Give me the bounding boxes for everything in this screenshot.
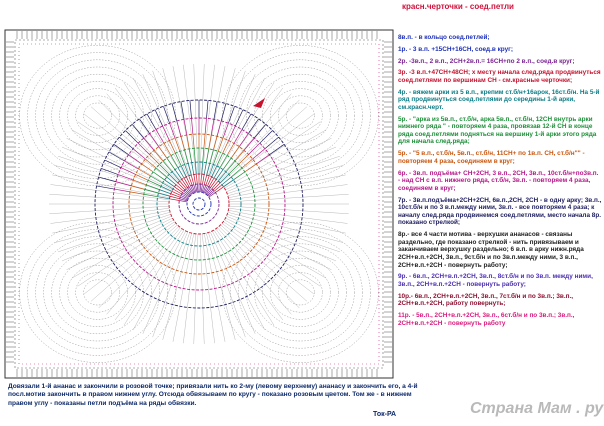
stitch-ray	[216, 229, 283, 320]
colored-stitch	[193, 134, 194, 148]
colored-stitch	[213, 151, 218, 164]
colored-stitch	[180, 151, 185, 164]
colored-stitch	[138, 169, 150, 176]
colored-stitch	[184, 119, 187, 135]
stitch-ray	[217, 94, 291, 181]
pineapple-ring	[68, 89, 128, 143]
colored-stitch	[156, 130, 164, 144]
colored-stitch	[119, 137, 133, 149]
colored-stitch	[197, 184, 198, 192]
stitch-ray	[222, 223, 314, 294]
colored-stitch	[129, 155, 142, 164]
colored-stitch	[200, 184, 201, 192]
colored-stitch	[242, 159, 253, 168]
pineapple-ring	[222, 222, 378, 362]
stitch-ray	[163, 233, 192, 340]
colored-stitch	[210, 150, 214, 164]
colored-stitch	[144, 138, 154, 150]
colored-stitch	[172, 172, 180, 181]
stitch-ray	[62, 216, 172, 261]
colored-stitch	[125, 161, 139, 169]
colored-stitch	[223, 123, 228, 138]
stitch-ray	[223, 222, 320, 287]
crochet-diagram-svg	[3, 28, 395, 380]
pineapple-ring	[262, 258, 338, 326]
colored-stitch	[202, 174, 204, 184]
colored-stitch	[114, 144, 129, 154]
stitch-ray	[219, 100, 299, 182]
colored-stitch	[248, 143, 259, 154]
instruction-step: 1р. - 3 в.п. +15СН+16СН, соед.в круг;	[398, 45, 513, 53]
colored-stitch	[244, 138, 254, 150]
pineapple-ring	[20, 222, 176, 362]
instruction-step: 8в.п. - в кольцо соед.петлей;	[398, 34, 490, 41]
stitch-ray	[194, 64, 198, 174]
stitch-ray	[52, 175, 169, 198]
colored-stitch	[155, 110, 163, 126]
stitch-ray	[208, 233, 245, 338]
instruction-step: 11р. - 5в.п., 2СН+в.п.+2СН, 3в.п., 6ст.б/н и по 3в.п.; 3в.п., 2СН+в.п.+2СН - повернуть работу	[398, 312, 575, 327]
colored-stitch	[205, 118, 206, 134]
colored-stitch	[118, 175, 133, 180]
colored-stitch	[169, 199, 179, 201]
colored-stitch	[265, 137, 279, 149]
start-arrow	[253, 98, 265, 108]
colored-stitch	[235, 110, 243, 126]
stitch-ray	[221, 107, 307, 183]
colored-stitch	[150, 134, 159, 147]
stitch-ray	[49, 206, 169, 214]
pineapple-ring	[76, 96, 120, 136]
colored-stitch	[192, 118, 193, 134]
stitch-ray	[206, 233, 235, 340]
colored-stitch	[164, 143, 171, 155]
colored-stitch	[116, 182, 131, 186]
colored-stitch	[217, 121, 221, 136]
colored-stitch	[209, 178, 214, 187]
colored-stitch	[218, 172, 226, 181]
colored-stitch	[190, 100, 192, 118]
colored-stitch	[206, 149, 208, 163]
colored-stitch	[201, 174, 202, 184]
colored-stitch	[159, 164, 169, 174]
colored-stitch	[105, 160, 121, 168]
stitch-ray	[52, 210, 169, 233]
instructions-list	[398, 34, 602, 331]
colored-stitch	[192, 163, 194, 175]
author-signature: Ток-РА	[373, 411, 397, 418]
colored-stitch	[136, 174, 149, 180]
colored-stitch	[144, 194, 158, 196]
stitch-ray	[72, 220, 174, 278]
colored-stitch	[204, 163, 206, 175]
stitch-ray	[183, 65, 196, 174]
stitch-ray	[226, 147, 336, 192]
stitch-ray	[229, 208, 348, 223]
instruction-step: 3р. -3 в.п.+47СН+48СН; х месту начала след.ряда продвинуться соед.петлями по вершинам СН - см.красные черточки;	[398, 69, 601, 84]
instruction-step: 8р.- все 4 части мотива - верхушки ананасов - связаны раздельно, где показано стрелкой - нить привязываем и заканчиваем верхушку раздельно; 6 в.п. в арку нижн.ряда 2СН+в.п.+2СН, 3в.п., 9ст.б/н и по 3в.п.между ними, 3 в.п., 2СН+в.п.+2СН - повернуть работу;	[398, 231, 584, 269]
stitch-ray	[224, 220, 326, 278]
colored-stitch	[227, 143, 234, 155]
pineapple-ring	[68, 265, 128, 319]
pineapple-ring	[262, 81, 338, 149]
stitch-ray	[194, 234, 198, 344]
colored-stitch	[189, 149, 191, 163]
instruction-step: 2р. -3в.п., 2 в.п., 2СН+2в.п.= 16СН+по 2 в.п., соед.в круг;	[398, 57, 575, 65]
watermark-logo: Страна Мам . ру	[470, 400, 604, 417]
stitch-ray	[153, 233, 190, 338]
colored-stitch	[99, 177, 116, 182]
stitch-ray	[200, 234, 204, 344]
colored-stitch	[131, 186, 145, 190]
colored-stitch	[256, 155, 269, 164]
pineapple-ring	[60, 81, 136, 149]
instruction-step: 7р. - 3в.п.подъёма+2СН+2СН, 6в.п.,2СН, 2СН - в одну арку; 3в.п., 10ст.б/н и по 3 в.п.между ними, 3в.п. - все повторяем 4 раза; к началу след.ряда продвинемся соед.петлями, место начала 8р. показано стрелкой;	[398, 196, 602, 227]
stitch-ray	[72, 130, 174, 188]
colored-stitch	[173, 189, 182, 194]
colored-stitch	[233, 172, 244, 180]
instruction-step: 4р. - вяжем арки из 5 в.п., крепим ст.б/н+16арок, 16ст.б/н. На 5-й ряд продвинуться соед.петлями до середины 1-й арки, см.красн.черт.	[398, 88, 600, 111]
colored-stitch	[172, 104, 177, 121]
stitch-ray	[91, 107, 177, 183]
colored-stitch	[229, 164, 239, 174]
colored-stitch	[177, 121, 181, 136]
stitch-ray	[228, 175, 345, 198]
crochet-diagram	[3, 28, 395, 380]
round-ring	[193, 198, 205, 210]
pineapple-ring	[278, 96, 322, 136]
stitch-ray	[228, 210, 345, 233]
stitch-ray	[219, 226, 299, 308]
pineapple-ring	[238, 60, 362, 172]
pineapple-ring	[230, 229, 370, 355]
colored-stitch	[206, 100, 208, 118]
colored-stitch	[239, 134, 248, 147]
colored-stitch	[181, 136, 185, 150]
stitch-ray	[200, 64, 204, 174]
colored-stitch	[221, 104, 226, 121]
stitch-ray	[107, 94, 181, 181]
pineapple-ring	[270, 265, 330, 319]
colored-stitch	[145, 159, 156, 168]
stitch-ray	[229, 194, 349, 202]
stitch-ray	[91, 225, 177, 301]
colored-stitch	[269, 144, 284, 154]
pineapple-ring	[278, 273, 322, 313]
instruction-step: 5р. - "5 в.п., ст.б/н, 5в.п., ст.б/н, 11СН+ по 1в.п. СН, ст.б/н"" - повторяем 4 раза, соединяем в круг;	[398, 150, 585, 165]
instruction-step: 6р. - 3в.п. подъёма+ СН+2СН, 3 в.п., 2СН, 3в.п., 10ст.б/н+по3в.п. - над СН с в.п. нижнего ряда, ст.б/н, 3в.п. - повторяем 4 раза, соединяем в круг;	[398, 169, 599, 192]
pineapple-ring	[60, 258, 136, 326]
colored-stitch	[196, 174, 197, 184]
colored-stitch	[213, 136, 217, 150]
stitch-ray	[221, 225, 307, 301]
colored-stitch	[209, 135, 211, 149]
colored-stitch	[228, 106, 234, 123]
stitch-ray	[50, 208, 169, 223]
stitch-ray	[229, 206, 349, 214]
legend-header: красн.черточки - соед.петли	[402, 2, 514, 11]
instruction-step: 10р.- 6в.п., 2СН+в.п.+2СН, 3в.п., 7ст.б/н и по 3в.п.; 3в.п., 2СН+в.п.+2СН, работу повернуть;	[398, 292, 574, 308]
colored-stitch	[170, 123, 175, 138]
stitch-ray	[224, 130, 326, 188]
colored-stitch	[207, 163, 210, 175]
instruction-step: 9р. - 6в.п., 2СН+в.п.+2СН, 3в.п., 8ст.б/н и по 3в.п. между ними, 3в.п., 2СН+в.п.+2СН - повернуть работу;	[398, 273, 593, 288]
colored-stitch	[204, 134, 205, 148]
stitch-ray	[202, 234, 215, 343]
colored-stitch	[145, 190, 159, 194]
stitch-ray	[99, 226, 179, 308]
stitch-ray	[229, 185, 348, 200]
stitch-ray	[78, 222, 175, 287]
colored-stitch	[138, 143, 149, 154]
stitch-ray	[217, 228, 291, 315]
stitch-ray	[107, 228, 181, 315]
stitch-ray	[228, 165, 343, 195]
stitch-ray	[115, 229, 182, 320]
colored-stitch	[187, 135, 189, 149]
colored-stitch	[184, 178, 189, 187]
colored-stitch	[125, 130, 138, 143]
instruction-step: 5р. - "арка из 5в.п., ст.б/н, арка 5в.п., ст.б/н, 12СН внутрь арки нижнего ряда " - повторяем 4 раза, провязав 12-й СН в конце ряда соед.петлями подняться на вершину 1-й арки этого ряда для начала след.ряда;	[398, 115, 597, 146]
footnote-text: Довязали 1-й ананас и закончили в розовой точке; привязали нить ко 2-му (левому верхнему) ананасу и закончить его, а 4-й посл.мотив закончить в правом нижнем углу. Отсюда обвязываем по кругу - показано розовым цветом. Том же - в нижнем правом углу - показаны петли подъёма на ряды обвязки.	[8, 383, 418, 407]
pineapple-ring	[270, 89, 330, 143]
colored-stitch	[163, 106, 169, 123]
colored-stitch	[133, 149, 145, 159]
stitch-ray	[204, 234, 225, 342]
colored-stitch	[185, 150, 189, 164]
colored-stitch	[188, 163, 191, 175]
stitch-ray	[84, 223, 176, 294]
colored-stitch	[146, 185, 159, 190]
colored-stitch	[234, 130, 242, 144]
pineapple-ring	[238, 237, 362, 349]
colored-stitch	[194, 174, 196, 184]
stitch-ray	[173, 234, 194, 342]
pineapple-ring	[28, 229, 168, 355]
pineapple-ring	[36, 60, 160, 172]
pineapple-ring	[36, 237, 160, 349]
colored-stitch	[253, 149, 265, 159]
pineapple-ring	[76, 273, 120, 313]
stitch-ray	[143, 232, 188, 334]
colored-stitch	[211, 119, 214, 135]
round-ring	[187, 192, 211, 216]
